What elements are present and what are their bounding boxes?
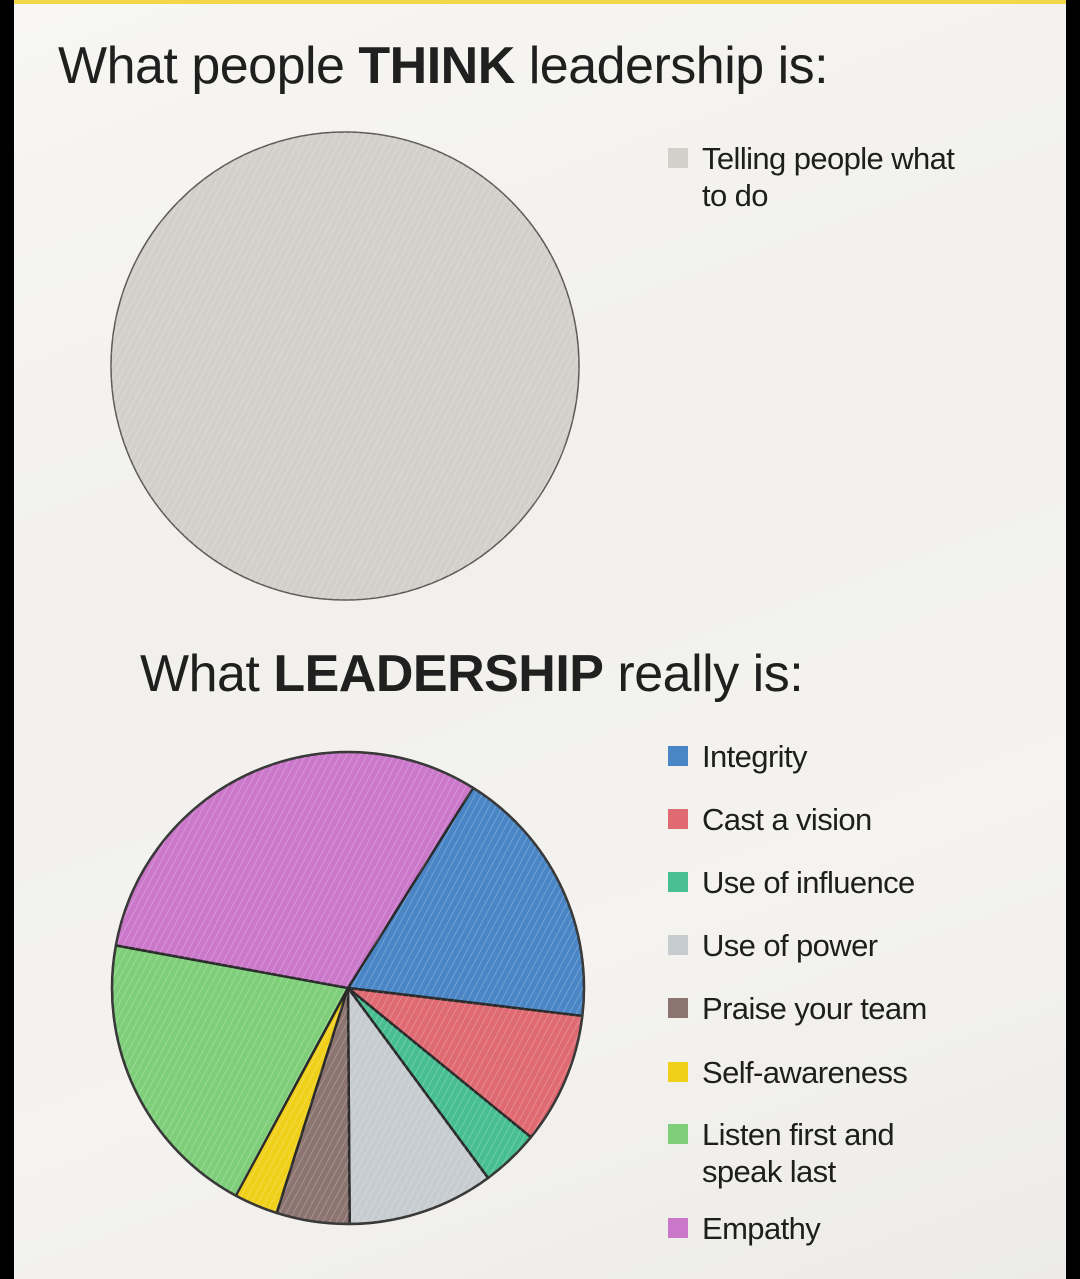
headline-top-prefix: What people: [58, 37, 359, 95]
headline-bottom-emphasis: LEADERSHIP: [273, 645, 604, 703]
legend-swatch: [668, 1062, 688, 1082]
legend-label: Telling people what to do: [702, 141, 955, 213]
pie-chart-think: [111, 132, 579, 600]
legend-label: Use of power: [702, 928, 878, 963]
legend-swatch: [668, 872, 688, 892]
legend-swatch: [668, 998, 688, 1018]
legend-label: Empathy: [702, 1211, 821, 1246]
legend-item-self-awareness: [668, 1054, 972, 1091]
legend-item-listen-first-and-speak-last: [668, 1116, 972, 1190]
legend-label: Use of influence: [702, 865, 915, 900]
legend-swatch: [668, 148, 688, 168]
legend-swatch: [668, 1218, 688, 1238]
legend-item-empathy: [668, 1210, 972, 1247]
legend-label: Self-awareness: [702, 1055, 908, 1090]
pie-chart-really: [112, 752, 584, 1224]
headline-top-emphasis: THINK: [358, 37, 515, 95]
legend-label: Integrity: [702, 739, 807, 774]
legend-label: Praise your team: [702, 991, 927, 1026]
headline-top-suffix: leadership is:: [514, 37, 829, 95]
headline-bottom-prefix: What: [140, 645, 274, 703]
legend-label: Listen first and speak last: [702, 1117, 895, 1189]
pencil-texture: [111, 132, 579, 600]
legend-label: Cast a vision: [702, 802, 872, 837]
legend-item-cast-a-vision: [668, 801, 972, 838]
legend-item-use-of-power: [668, 927, 972, 964]
legend-item-praise-your-team: [668, 990, 972, 1027]
headline-bottom-suffix: really is:: [603, 645, 804, 703]
legend-swatch: [668, 809, 688, 829]
legend-item-telling-people-what-to-do: [668, 140, 972, 214]
legend-item-integrity: [668, 738, 972, 775]
legend-swatch: [668, 746, 688, 766]
legend-swatch: [668, 1124, 688, 1144]
legend-item-use-of-influence: [668, 864, 972, 901]
legend-swatch: [668, 935, 688, 955]
